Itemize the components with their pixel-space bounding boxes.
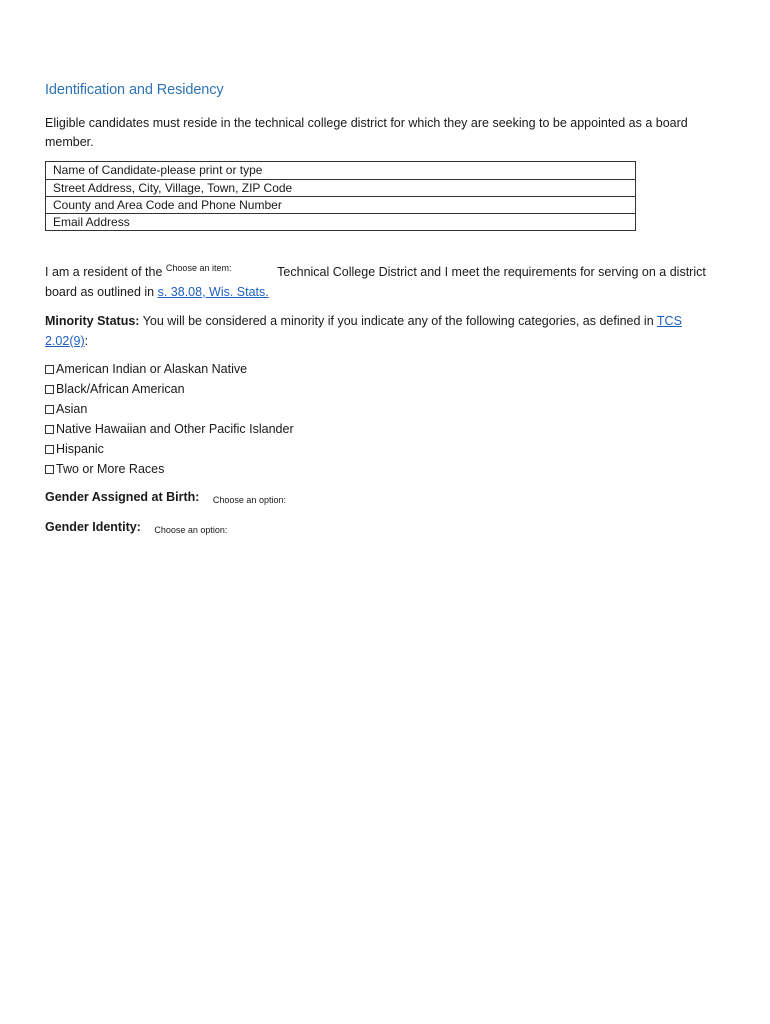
residency-statement (45, 262, 725, 302)
minority-statement (45, 311, 715, 351)
minority-text: You will be considered a minority if you indicate any of the following categories, as defined in (142, 314, 654, 328)
minority-checklist (45, 359, 294, 479)
residency-prefix: I am a resident of the (45, 265, 163, 279)
checkbox-hispanic[interactable] (45, 445, 54, 454)
residency-suffix: Technical College District and I meet the requirements for serving on a district board as outlined in (45, 265, 706, 299)
street-address-field[interactable]: Street Address, City, Village, Town, ZIP Code (46, 179, 635, 196)
district-dropdown[interactable]: Choose an item: (165, 263, 232, 273)
minority-label: Minority Status: (45, 314, 140, 328)
gender-birth-row (45, 490, 286, 505)
checkbox-item (45, 399, 294, 419)
checkbox-item (45, 359, 294, 379)
email-address-field[interactable]: Email Address (46, 213, 635, 230)
intro-text: Eligible candidates must reside in the technical college district for which they are seeking to be appointed as a board member. (45, 116, 688, 149)
candidate-name-field[interactable]: Name of Candidate-please print or type (53, 163, 263, 177)
section-title: Identification and Residency (45, 82, 224, 98)
county-phone-field[interactable]: County and Area Code and Phone Number (46, 196, 635, 213)
tcs-link[interactable]: TCS 2.02(9) (45, 314, 682, 348)
checkbox-label: Native Hawaiian and Other Pacific Islander (56, 422, 294, 436)
gender-identity-label: Gender Identity: (45, 520, 141, 534)
checkbox-native-hawaiian[interactable] (45, 425, 54, 434)
gender-identity-dropdown[interactable]: Choose an option: (154, 525, 228, 535)
minority-colon: : (84, 334, 89, 348)
checkbox-item (45, 439, 294, 459)
checkbox-label: Hispanic (56, 442, 104, 456)
gender-identity-row (45, 520, 227, 535)
gender-birth-label: Gender Assigned at Birth: (45, 490, 200, 504)
checkbox-item (45, 459, 294, 479)
statute-link[interactable]: s. 38.08, Wis. Stats. (157, 285, 269, 299)
checkbox-label: Asian (56, 402, 88, 416)
checkbox-label: American Indian or Alaskan Native (56, 362, 248, 376)
gender-birth-dropdown[interactable]: Choose an option: (212, 495, 286, 505)
checkbox-item (45, 379, 294, 399)
checkbox-asian[interactable] (45, 405, 54, 414)
checkbox-two-or-more[interactable] (45, 465, 54, 474)
checkbox-item (45, 419, 294, 439)
checkbox-black-african-american[interactable] (45, 385, 54, 394)
checkbox-label: Black/African American (56, 382, 185, 396)
checkbox-label: Two or More Races (56, 462, 165, 476)
checkbox-american-indian[interactable] (45, 365, 54, 374)
candidate-info-table (45, 161, 636, 231)
